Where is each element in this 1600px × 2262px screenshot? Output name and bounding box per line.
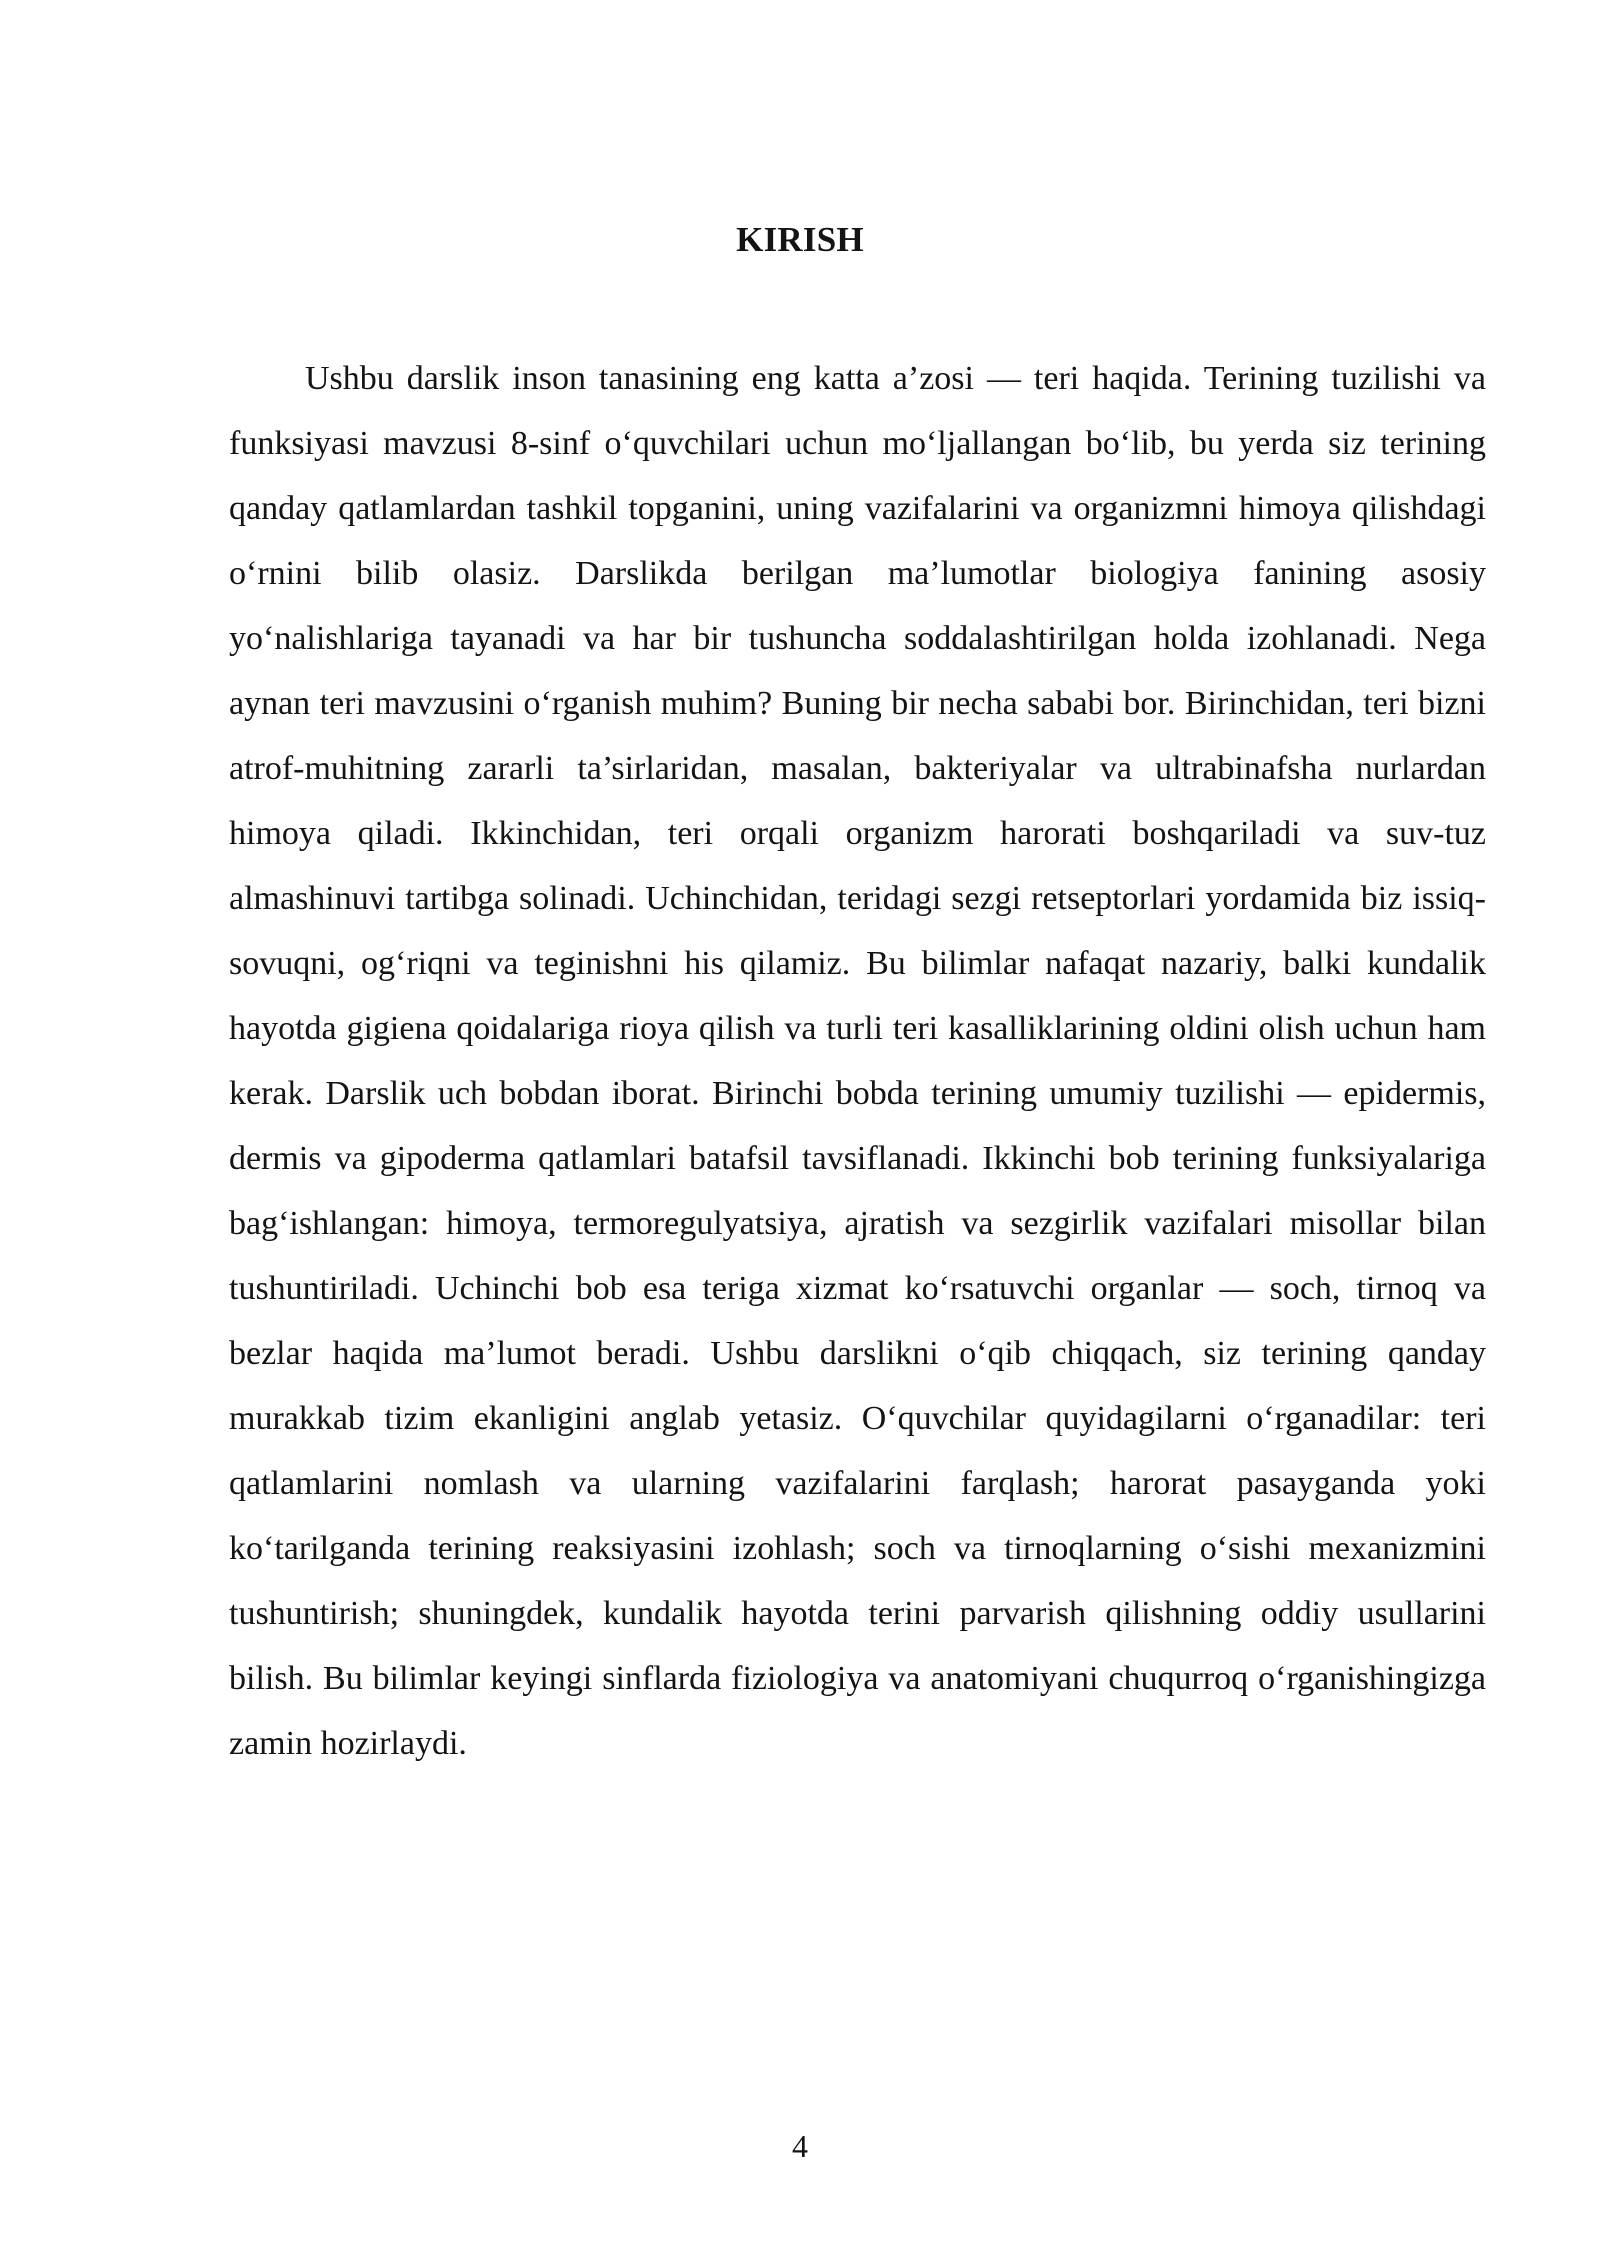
page-number: 4 [792, 2128, 808, 2164]
body-paragraph: Ushbu darslik inson tanasining eng katta a’zosi — teri haqida. Terining tuzilishi va funksiyasi mavzusi 8-sinf o‘quvchilari uchun mo‘ljallangan bo‘lib, bu yerda siz terining qanday qatlamlardan tashkil topganini, uning vazifalarini va organizmni himoya qilishdagi o‘rnini bilib olasiz. Darslikda berilgan ma’lumotlar biologiya fanining asosiy yo‘nalishlariga tayanadi va har bir tushuncha soddalashtirilgan holda izohlanadi. Nega aynan teri mavzusini o‘rganish muhim? Buning bir necha sababi bor. Birinchidan, teri bizni atrof-muhitning zararli ta’sirlaridan, masalan, bakteriyalar va ultrabinafsha nurlardan himoya qiladi. Ikkinchidan, teri orqali organizm harorati boshqariladi va suv-tuz almashinuvi tartibga solinadi. Uchinchidan, teridagi sezgi retseptorlari yordamida biz issiq-sovuqni, og‘riqni va teginishni his qilamiz. Bu bilimlar nafaqat nazariy, balki kundalik hayotda gigiena qoidalariga rioya qilish va turli teri kasalliklarining oldini olish uchun ham kerak. Darslik uch bobdan iborat. Birinchi bobda terining umumiy tuzilishi — epidermis, dermis va gipoderma qatlamlari batafsil tavsiflanadi. Ikkinchi bob terining funksiyalariga bag‘ishlangan: himoya, termoregulyatsiya, ajratish va sezgirlik vazifalari misollar bilan tushuntiriladi. Uchinchi bob esa teriga xizmat ko‘rsatuvchi organlar — soch, tirnoq va bezlar haqida ma’lumot beradi. Ushbu darslikni o‘qib chiqqach, siz terining qanday murakkab tizim ekanligini anglab yetasiz. O‘quvchilar quyidagilarni o‘rganadilar: teri qatlamlarini nomlash va ularning vazifalarini farqlash; harorat pasayganda yoki ko‘tarilganda terining reaksiyasini izohlash; soch va tirnoqlarning o‘sishi mexanizmini tushuntirish; shuningdek, kundalik hayotda terini parvarish qilishning oddiy usullarini bilish. Bu bilimlar keyingi sinflarda fiziologiya va anatomiyani chuqurroq o‘rganishingizga zamin hozirlaydi. [229, 360, 1486, 1762]
section-heading: KIRISH [736, 220, 864, 259]
